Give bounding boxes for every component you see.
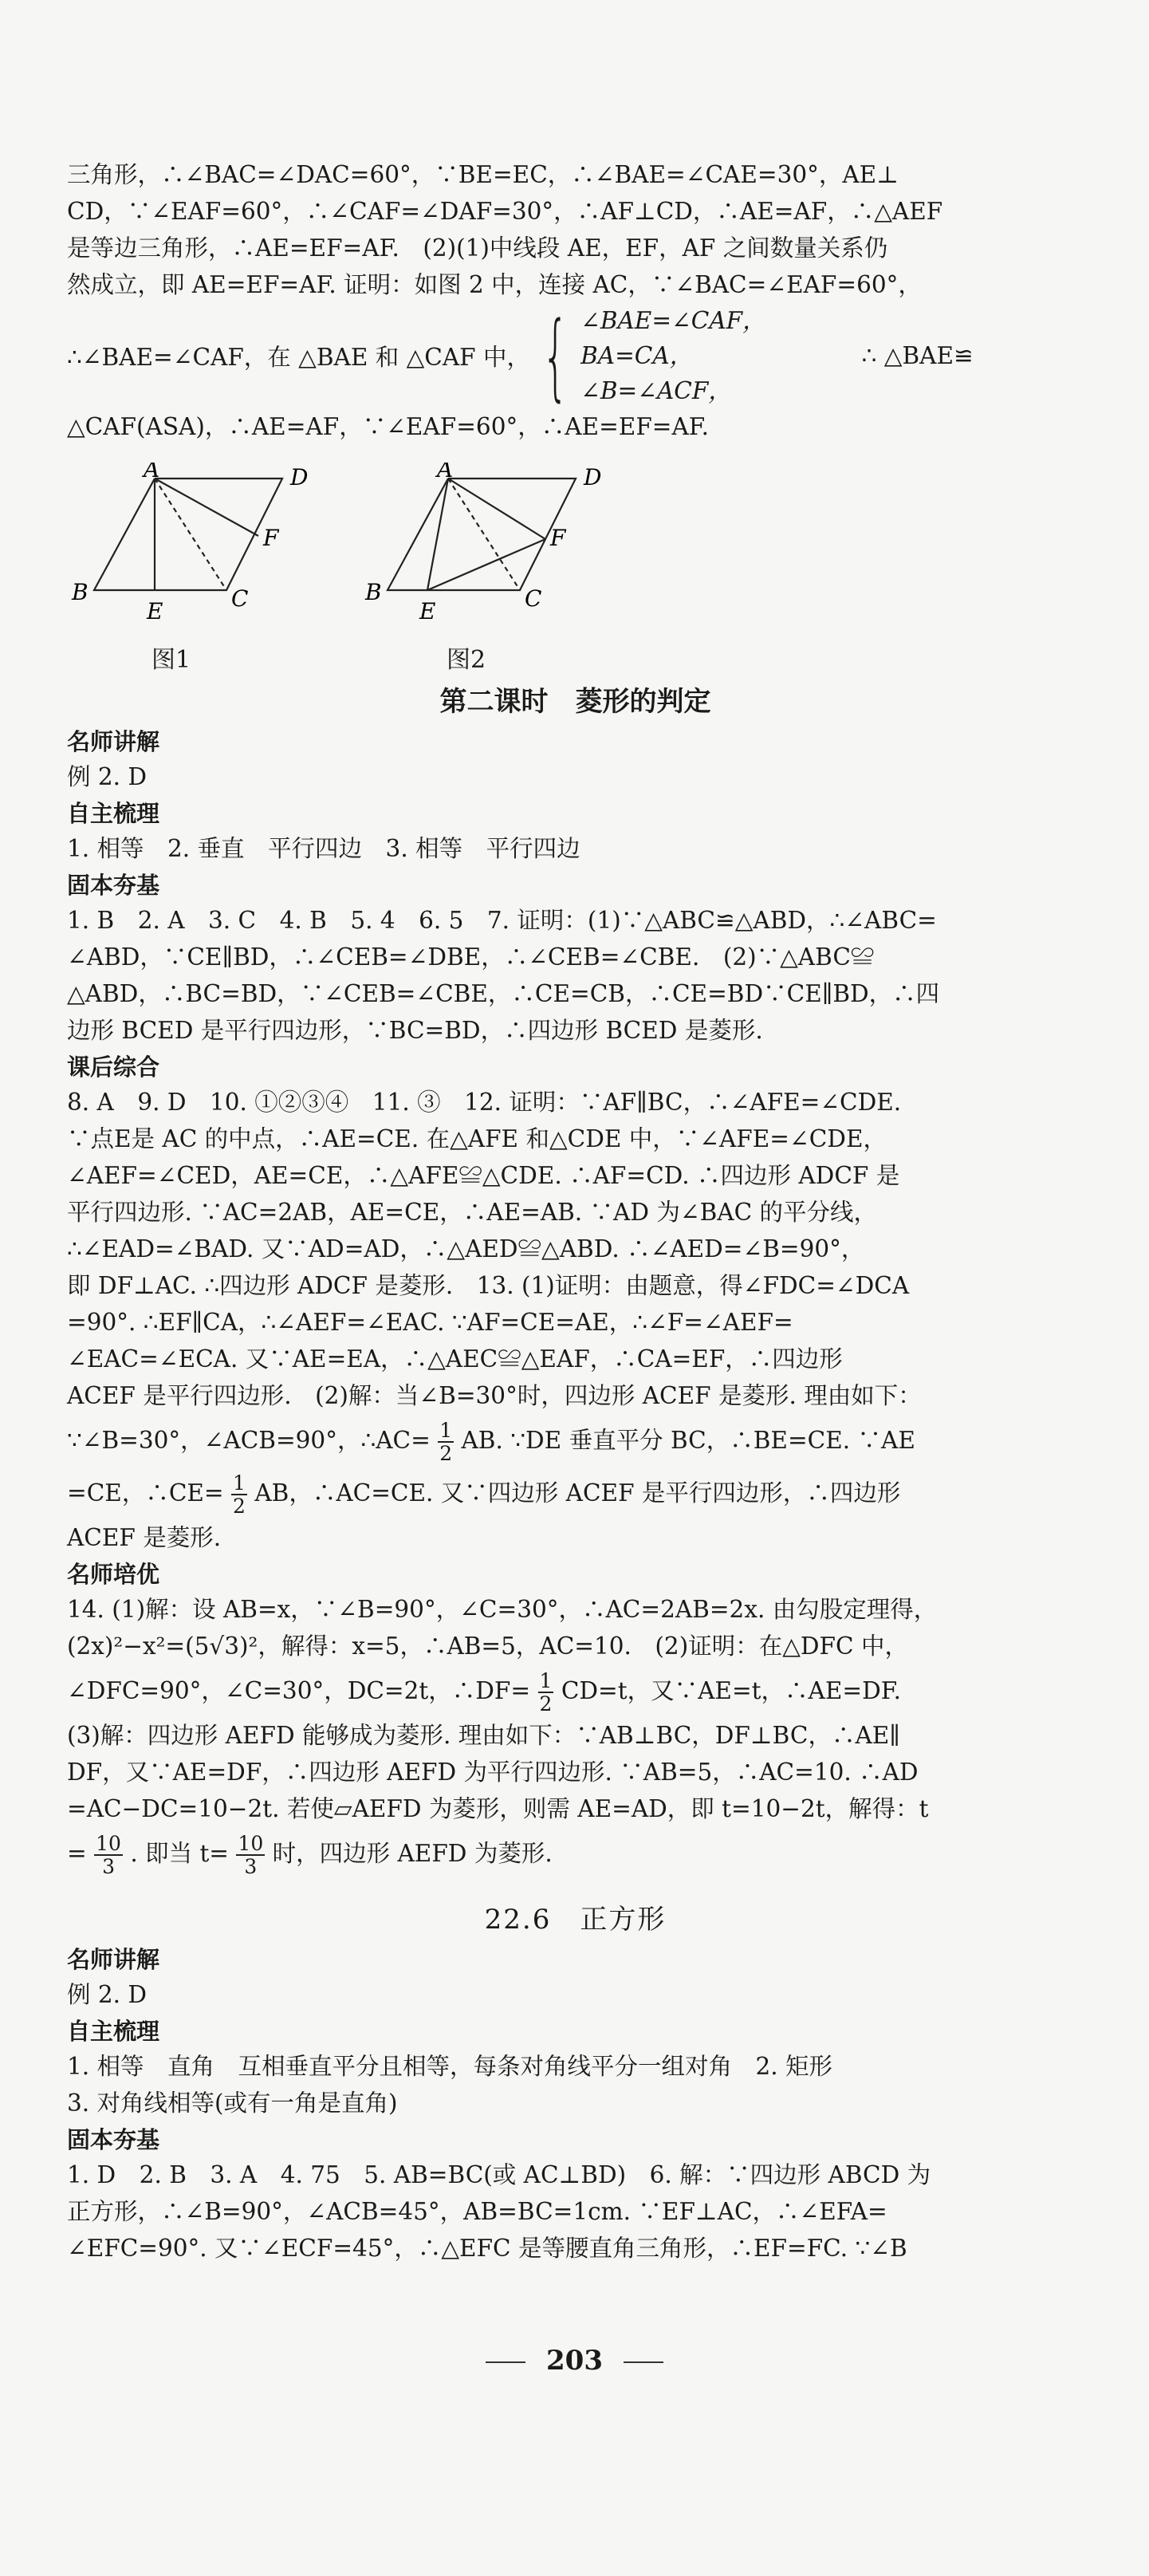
heading-after: 课后综合 [67,1054,160,1081]
text-line: 平行四边形. ∵AC=2AB，AE=CE，∴AE=AB. ∵AD 为∠BAC 的平分线， [67,1199,878,1226]
text-line: 例 2. D [67,1981,148,2008]
text-line: 1. D 2. B 3. A 4. 75 5. AB=BC(或 AC⊥BD) 6. 解：∵四边形 ABCD 为 [67,2161,931,2188]
brace-condition: ∠B=∠ACF， [580,377,732,404]
text-line: 然成立，即 AE=EF=AF. 证明：如图 2 中，连接 AC，∵∠BAC=∠EAF=60°， [67,271,922,298]
page-number-value: 203 [546,2345,603,2377]
text-line: 边形 BCED 是平行四边形，∵BC=BD，∴四边形 BCED 是菱形. [67,1017,763,1044]
fraction-num: 1 [439,1419,453,1442]
text-line [67,1414,1084,1467]
fraction [236,1833,265,1877]
text-line: ∵点E是 AC 的中点，∴AE=CE. 在△AFE 和△CDE 中，∵∠AFE=∠CDE， [67,1125,887,1152]
section-title: 22.6 正方形 [484,1904,667,1936]
figure-2-caption: 图2 [447,646,486,674]
fraction-num: 1 [539,1669,553,1692]
text-line: ∠ABD，∵CE∥BD，∴∠CEB=∠DBE，∴∠CEB=∠CBE. (2)∵△ABC≌ [67,943,875,971]
text-line: 例 2. D [67,763,148,790]
heading-sort: 自主梳理 [67,800,160,827]
text-segment: = [67,1840,87,1867]
text-line: 即 DF⊥AC. ∴四边形 ADCF 是菱形. 13. (1)证明：由题意，得∠FDC=∠DCA [67,1272,910,1299]
section-rhombus-criteria [67,679,1084,2267]
brace-system [67,301,1084,411]
point-label: D [584,464,602,490]
text-segment: ∵∠B=30°，∠ACB=90°，∴AC= [67,1427,431,1454]
heading-explain: 名师讲解 [67,1946,160,1973]
text-line: 正方形，∴∠B=90°，∠ACB=45°，AB=BC=1cm. ∵EF⊥AC，∴∠EFA= [67,2198,887,2225]
text-line [67,1827,1084,1880]
text-line: 8. A 9. D 10. ①②③④ 11. ③ 12. 证明：∵AF∥BC，∴∠AFE=∠CDE. [67,1089,902,1116]
fraction-den: 2 [539,1692,553,1715]
point-label: E [419,598,436,622]
text-line: ∴∠EAD=∠BAD. 又∵AD=AD，∴△AED≌△ABD. ∴∠AED=∠B=90°， [67,1235,865,1262]
text-line: 1. 相等 直角 互相垂直平分且相等，每条对角线平分一组对角 2. 矩形 [67,2053,833,2080]
brace-conditions [580,303,766,408]
text-segment: CD=t，又∵AE=t，∴AE=DF. [561,1677,901,1704]
fraction [538,1670,554,1715]
brace-lead: ∴∠BAE=∠CAF，在 △BAE 和 △CAF 中， [67,344,531,371]
text-line: ACEF 是菱形. [67,1524,222,1551]
text-line: ACEF 是平行四边形. (2)解：当∠B=30°时，四边形 ACEF 是菱形. 理由如下： [67,1382,922,1409]
heading-explain: 名师讲解 [67,728,160,755]
text-line: ∠AEF=∠CED，AE=CE，∴△AFE≌△CDE. ∴AF=CD. ∴四边形 ADCF 是 [67,1162,900,1189]
heading-base: 固本夯基 [67,872,160,899]
heading-base: 固本夯基 [67,2126,160,2153]
fraction-den: 3 [102,1855,115,1878]
point-label: E [147,598,163,622]
text-segment: =CE，∴CE= [67,1479,224,1507]
brace-condition: BA=CA， [580,342,694,369]
point-label: C [231,585,249,612]
text-line: 14. (1)解：设 AB=x，∵∠B=90°，∠C=30°，∴AC=2AB=2x. 由勾股定理得， [67,1596,938,1623]
figure-2 [360,463,632,625]
text-line: CD，∵∠EAF=60°，∴∠CAF=∠DAF=30°，∴AF⊥CD，∴AE=AF，∴△AEF [67,198,943,225]
brace-condition: ∠BAE=∠CAF， [580,307,766,334]
text-segment: 时，四边形 AEFD 为菱形. [272,1840,553,1867]
page-number-dash [624,2361,663,2363]
fraction-den: 3 [244,1855,258,1878]
heading-sort: 自主梳理 [67,2018,160,2045]
brace-conclusion: ∴ △BAE≌ [861,342,974,369]
text-line [67,1467,1084,1519]
fraction [94,1833,123,1877]
point-label: F [263,525,279,551]
figure-1-caption: 图1 [151,646,191,674]
fraction-den: 2 [439,1442,453,1465]
fraction [438,1420,454,1464]
text-segment: ∠DFC=90°，∠C=30°，DC=2t，∴DF= [67,1677,531,1704]
page-number [0,2345,1149,2377]
point-label: A [437,463,454,483]
text-segment: AB. ∵DE 垂直平分 BC，∴BE=CE. ∵AE [461,1427,915,1454]
page-number-dash [486,2361,525,2363]
text-line: 1. 相等 2. 垂直 平行四边 3. 相等 平行四边 [67,835,580,862]
text-line: △CAF(ASA)，∴AE=AF，∵∠EAF=60°，∴AE=EF=AF. [67,413,710,440]
text-line: ∠EFC=90°. 又∵∠ECF=45°，∴△EFC 是等腰直角三角形，∴EF=FC. ∵∠B [67,2235,907,2262]
text-line: ∠EAC=∠ECA. 又∵AE=EA，∴△AEC≌△EAF，∴CA=EF，∴四边形 [67,1345,843,1373]
text-line: 3. 对角线相等(或有一角是直角) [67,2090,398,2117]
text-segment: . 即当 t= [130,1840,230,1867]
heading-excel: 名师培优 [67,1561,160,1588]
text-line: =AC−DC=10−2t. 若使▱AEFD 为菱形，则需 AE=AD，即 t=10−2t，解得：t [67,1795,929,1822]
fraction-num: 10 [238,1832,264,1855]
text-line: (2x)²−x²=(5√3)²，解得：x=5，∴AB=5，AC=10. (2)证明：在△DFC 中， [67,1633,908,1660]
text-segment: AB，∴AC=CE. 又∵四边形 ACEF 是平行四边形，∴四边形 [254,1479,901,1507]
fraction-num: 1 [233,1471,246,1495]
point-label: B [365,579,382,605]
text-line: 三角形，∴∠BAC=∠DAC=60°，∵BE=EC，∴∠BAE=∠CAE=30°，AE⊥ [67,161,899,188]
text-line: DF，又∵AE=DF，∴四边形 AEFD 为平行四边形. ∵AB=5，∴AC=10. ∴AD [67,1759,919,1786]
section-title: 第二课时 菱形的判定 [439,686,711,718]
fraction-num: 10 [96,1832,121,1855]
fraction-den: 2 [233,1495,246,1518]
text-line: 1. B 2. A 3. C 4. B 5. 4 6. 5 7. 证明：(1)∵△ABC≌△ABD，∴∠ABC= [67,907,937,934]
text-line: 是等边三角形，∴AE=EF=AF. (2)(1)中线段 AE，EF，AF 之间数量关系仍 [67,234,888,262]
fraction [231,1472,247,1517]
point-label: D [290,464,309,490]
text-line [67,1664,1084,1717]
figure-1 [67,463,338,625]
text-line: △ABD，∴BC=BD，∵∠CEB=∠CBE，∴CE=CB，∴CE=BD∵CE∥BD，∴四 [67,980,940,1007]
point-label: A [144,463,160,483]
left-brace: { [541,301,569,411]
text-line: =90°. ∴EF∥CA，∴∠AEF=∠EAC. ∵AF=CE=AE，∴∠F=∠AEF= [67,1309,793,1336]
text-line: (3)解：四边形 AEFD 能够成为菱形. 理由如下：∵AB⊥BC，DF⊥BC，∴AE∥ [67,1722,900,1749]
top-paragraph [67,156,1084,445]
point-label: C [525,585,542,612]
point-label: F [550,525,566,551]
point-label: B [72,579,89,605]
